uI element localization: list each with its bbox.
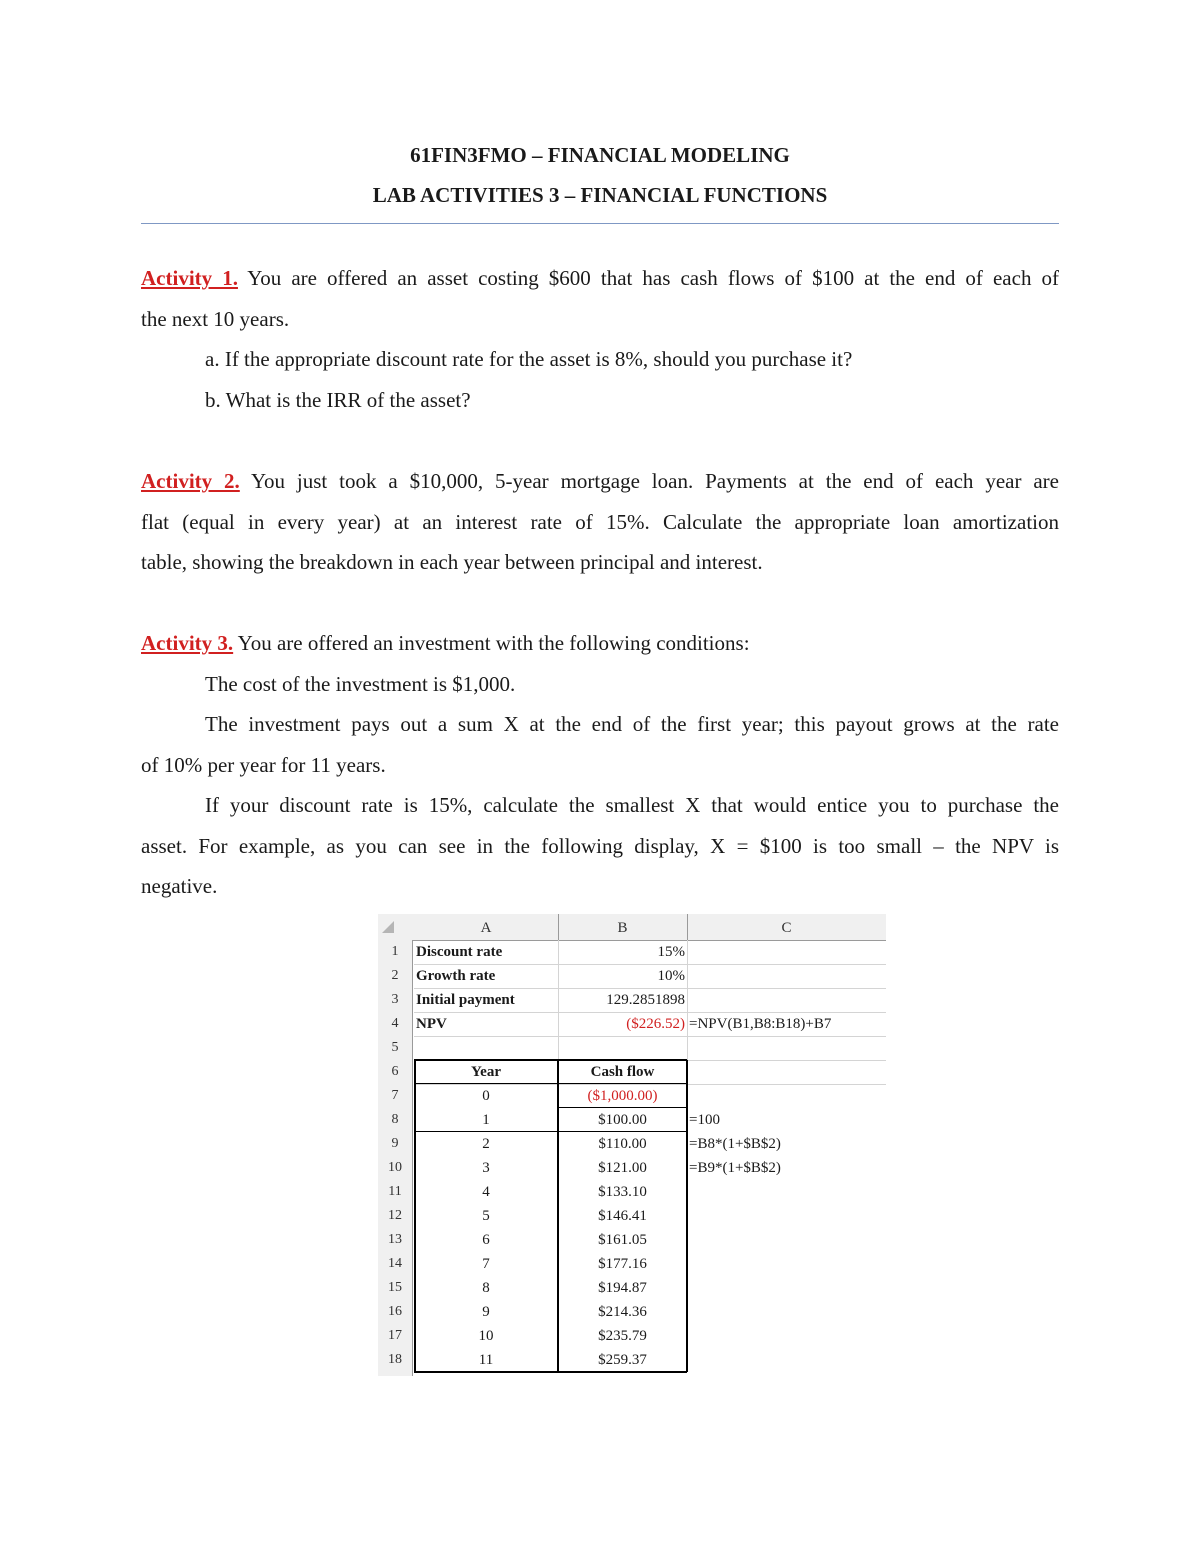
cash-flow-cell: $214.36 xyxy=(598,1304,647,1320)
activity-1-text: You are offered an asset costing $600 that has cash flows of $100 at the end of each of xyxy=(237,266,1059,290)
activity-2-text-end: table, showing the breakdown in each year between principal and interest. xyxy=(141,550,763,574)
param-label xyxy=(414,1036,558,1060)
select-all-triangle-icon xyxy=(381,920,395,934)
cash-flow-cell: ($1,000.00) xyxy=(587,1088,658,1104)
formula-cell: =B8*(1+$B$2) xyxy=(689,1136,781,1152)
activity-3-payout-cont: of 10% per year for 11 years. xyxy=(141,752,386,777)
spreadsheet-excerpt xyxy=(378,914,886,1376)
row-number: 5 xyxy=(391,1040,399,1055)
column-header-c: C xyxy=(781,920,792,936)
activity-3-text: You are offered an investment with the following conditions: xyxy=(233,631,750,655)
year-cell: 9 xyxy=(482,1304,490,1320)
activity-1-line xyxy=(141,258,1059,299)
param-label: NPV xyxy=(416,1016,447,1032)
param-formula xyxy=(687,988,886,1012)
formula-cell xyxy=(687,1300,886,1324)
year-cell: 2 xyxy=(482,1136,490,1152)
year-cell: 11 xyxy=(478,1352,494,1368)
cash-flow-cell: $121.00 xyxy=(598,1160,647,1176)
activity-2-text: You just took a $10,000, 5-year mortgage loan. Payments at the end of each year are xyxy=(239,469,1059,493)
cash-flow-cell: $133.10 xyxy=(598,1184,647,1200)
cash-flow-cell: $100.00 xyxy=(598,1112,647,1128)
param-formula xyxy=(687,940,886,964)
row-number: 15 xyxy=(388,1280,402,1295)
activity-1-text-cont: the next 10 years. xyxy=(141,306,290,331)
row-number: 17 xyxy=(388,1328,402,1343)
activity-1-item-a: a. If the appropriate discount rate for the asset is 8%, should you purchase it? xyxy=(205,347,853,371)
formula-cell: =100 xyxy=(689,1112,720,1128)
activity-3-label: Activity 3. xyxy=(141,631,234,655)
year-cell: 0 xyxy=(482,1088,490,1104)
row-number: 10 xyxy=(388,1160,402,1175)
row-number: 16 xyxy=(388,1304,402,1319)
cash-flow-cell: $194.87 xyxy=(598,1280,647,1296)
param-value: 10% xyxy=(657,968,685,984)
year-cell: 1 xyxy=(482,1112,490,1128)
param-value: 129.2851898 xyxy=(606,992,685,1008)
activity-3-question-cont: asset. For example, as you can see in the following display, X = $100 is too small – the NPV is xyxy=(141,833,1059,858)
year-cell: 6 xyxy=(482,1232,490,1248)
activity-1 xyxy=(141,258,1059,420)
param-formula xyxy=(687,1036,886,1060)
header-divider xyxy=(141,223,1059,224)
formula-cell xyxy=(687,1228,886,1252)
year-cell: 3 xyxy=(482,1160,490,1176)
cash-flow-column-header: Cash flow xyxy=(590,1064,655,1080)
param-label: Initial payment xyxy=(416,992,515,1008)
formula-cell xyxy=(687,1180,886,1204)
activity-2-line xyxy=(141,461,1059,502)
row-number: 2 xyxy=(391,968,399,983)
year-column-header: Year xyxy=(471,1064,501,1080)
year-cell: 7 xyxy=(482,1256,490,1272)
formula-cell xyxy=(687,1252,886,1276)
activity-3-payout: The investment pays out a sum X at the end of the first year; this payout grows at the rate xyxy=(205,712,1059,736)
cash-flow-cell: $110.00 xyxy=(598,1136,647,1152)
course-title: 61FIN3FMO – FINANCIAL MODELING xyxy=(410,143,790,167)
activity-2-label: Activity 2. xyxy=(141,469,240,493)
column-header-b: B xyxy=(617,920,628,936)
row-number: 4 xyxy=(391,1016,399,1031)
column-header-a: A xyxy=(480,920,492,936)
row-number: 14 xyxy=(388,1256,402,1271)
activity-3-line xyxy=(141,623,1059,664)
activity-3-question: If your discount rate is 15%, calculate the smallest X that would entice you to purchase the xyxy=(205,793,1059,817)
cash-flow-cell: $235.79 xyxy=(598,1328,647,1344)
year-cell: 4 xyxy=(482,1184,490,1200)
row-number: 9 xyxy=(391,1136,399,1151)
cash-flow-cell: $146.41 xyxy=(598,1208,647,1224)
param-formula: =NPV(B1,B8:B18)+B7 xyxy=(689,1016,832,1032)
row-number: 7 xyxy=(391,1088,399,1103)
row-number: 3 xyxy=(391,992,399,1007)
formula-cell xyxy=(687,1204,886,1228)
param-label: Growth rate xyxy=(416,968,496,984)
activity-1-item-b: b. What is the IRR of the asset? xyxy=(205,387,471,412)
row-number: 11 xyxy=(388,1184,402,1199)
row-number: 13 xyxy=(388,1232,402,1247)
formula-cell xyxy=(687,1324,886,1348)
param-formula xyxy=(687,964,886,988)
formula-cell xyxy=(687,1276,886,1300)
param-value: 15% xyxy=(657,944,685,960)
year-cell: 5 xyxy=(482,1208,490,1224)
cash-flow-cell: $259.37 xyxy=(598,1352,647,1368)
param-value xyxy=(558,1036,687,1060)
activity-3 xyxy=(141,623,1059,907)
activity-1-label: Activity 1. xyxy=(141,266,238,290)
row-number: 1 xyxy=(391,944,399,959)
formula-cell: =B9*(1+$B$2) xyxy=(689,1160,781,1176)
lab-title: LAB ACTIVITIES 3 – FINANCIAL FUNCTIONS xyxy=(372,183,828,207)
year-cell: 10 xyxy=(478,1328,494,1344)
activity-2 xyxy=(141,461,1059,583)
param-label: Discount rate xyxy=(416,944,503,960)
activity-2-text-cont: flat (equal in every year) at an interest rate of 15%. Calculate the appropriate loan amortization xyxy=(141,509,1059,534)
row-number: 8 xyxy=(391,1112,399,1127)
param-value: ($226.52) xyxy=(626,1016,685,1032)
activity-3-question-end: negative. xyxy=(141,874,218,898)
formula-cell xyxy=(687,1348,886,1372)
activity-3-cost: The cost of the investment is $1,000. xyxy=(205,671,516,696)
cash-flow-cell: $161.05 xyxy=(598,1232,647,1248)
row-number: 18 xyxy=(388,1352,402,1367)
row-number: 6 xyxy=(391,1064,399,1079)
formula-cell xyxy=(687,1084,886,1108)
cash-flow-cell: $177.16 xyxy=(598,1256,647,1272)
row-number: 12 xyxy=(388,1208,402,1223)
year-cell: 8 xyxy=(482,1280,490,1296)
